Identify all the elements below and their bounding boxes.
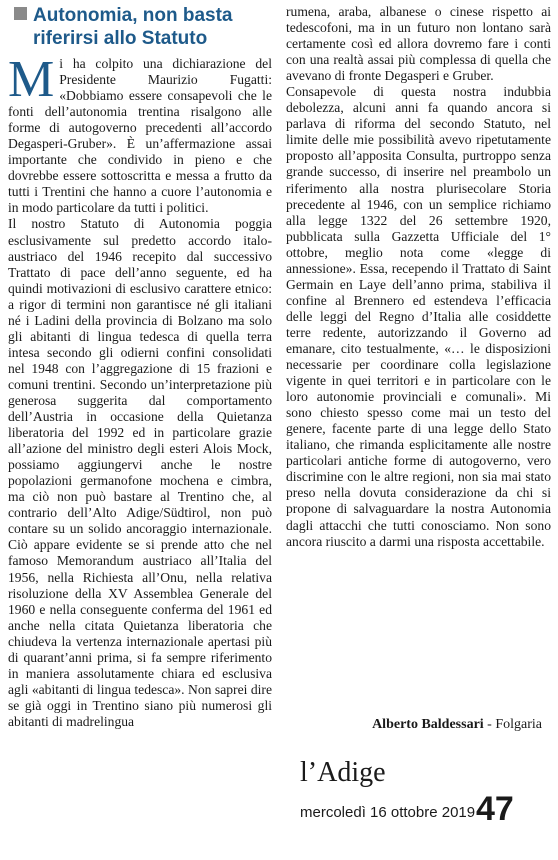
author-signature bbox=[372, 717, 542, 733]
headline-line-1: Autonomia, non basta bbox=[33, 5, 233, 26]
newspaper-masthead: l’Adige bbox=[300, 757, 386, 788]
article-column-right bbox=[286, 4, 551, 550]
paragraph-text: i ha colpito una dichiarazione del Presidente Maurizio Fugatti: «Dobbiamo essere consapevoli che le fonti dell’autonomia trentina risalgono alle forme di autogoverno precedenti all’accordo Degasperi-Gruber». È un’affermazione assai importante che condivido in pieno e che dovrebbe essere sottoscritta e messa a frutto da tutti i Trentini che hanno a cuore l’autonomia e in modo particolare da tutti i politici. bbox=[8, 56, 272, 216]
square-marker-icon bbox=[14, 7, 27, 20]
article-column-left bbox=[8, 51, 272, 730]
article-paragraph: rumena, araba, albanese o cinese rispetto ai tedescofoni, ma in un futuro non lontano sarà certamente così ed allora dovremo fare i conti con una realtà assai più complessa di quella che avevano di fronte Degasperi e Gruber. bbox=[286, 4, 551, 84]
article-paragraph: Il nostro Statuto di Autonomia poggia esclusivamente sul predetto accordo italo-austriaco del 1946 recepito dal successivo Trattato di pace dell’anno seguente, ed ha quindi motivazioni di esclusivo carattere etnico: a rigor di termini non garantisce né gli italiani né i Ladini della provincia di Bolzano ma solo gli abitanti di lingua tedesca di quella terra intesa secondo gli odierni confini consolidati nel 1948 con l’aggregazione di 15 frazioni e comuni trentini. Secondo un’interpretazione più generosa suggerita dal comportamento dell’Austria in occasione della Quietanza liberatoria del 1992 ed in particolare grazie all’azione del ministro degli esteri Alois Mock, possiamo aggiungervi anche le nostre popolazioni germanofone mochena e cimbra, ma ciò non può bastare al Trentino che, al contrario dell’Alto Adige/Südtirol, non può contare su un solido ancoraggio internazionale. Ciò appare evidente se si prende atto che nel famoso Memorandum austriaco all’Italia del 1956, nella Richiesta all’Onu, nella relativa risoluzione della XV Assemblea Generale del 1960 e nella conseguente conferma del 1961 ed anche nella citata Quietanza liberatoria che chiudeva la vertenza internazionale apertasi più di quarant’anni prima, si fa sempre riferimento in maniera assolutamente chiara ed esclusiva agli «abitanti di lingua tedesca». Non saprei dire se già oggi in Trentino siano più numerosi gli abitanti di madrelingua bbox=[8, 216, 272, 729]
author-name: Alberto Baldessari bbox=[372, 717, 484, 732]
article-headline bbox=[14, 4, 274, 50]
issue-date: mercoledì 16 ottobre 2019 bbox=[300, 804, 476, 821]
article-paragraph bbox=[8, 51, 272, 216]
page-number: 47 bbox=[476, 790, 514, 828]
drop-cap: M bbox=[8, 51, 55, 108]
author-place: - Folgaria bbox=[483, 717, 542, 732]
article-paragraph: Consapevole di questa nostra indubbia debolezza, alcuni anni fa quando ancora si parlava di riforma del secondo Statuto, nel limite delle mie possibilità avevo ripetutamente proposto all’apposita Consulta, purtroppo senza grande successo, di inserire nel preambolo un riferimento alla nostra plurisecolare Storia precedente al 1946, con un semplice richiamo alla legge 1322 del 26 settembre 1920, pubblicata sulla Gazzetta Ufficiale del 1° ottobre, meglio nota come «legge di annessione». Essa, recependo il Trattato di Saint Germain en Laye dell’anno prima, stabiliva il confine al Brennero ed estendeva l’efficacia delle leggi del Regno d’Italia alle cosiddette terre redente, autorizzando il Governo ad emanare, cito testualmente, «… le disposizioni necessarie per coordinare colla legislazione vigente in quei territori e in particolare con le loro autonomie provinciali e comunali». Mi sono chiesto spesso come mai un testo del genere, facente parte di una legge dello Stato italiano, che rimanda esplicitamente alle nostre particolari antiche forme di autogoverno, vero discrimine con le altre regioni, non sia mai stato preso nella dovuta considerazione da chi si propone di salvaguardare la nostra Autonomia dagli attacchi che tutti conosciamo. Non sono ancora riuscito a darmi una risposta accettabile. bbox=[286, 84, 551, 549]
headline-line-2: riferirsi allo Statuto bbox=[33, 28, 208, 49]
